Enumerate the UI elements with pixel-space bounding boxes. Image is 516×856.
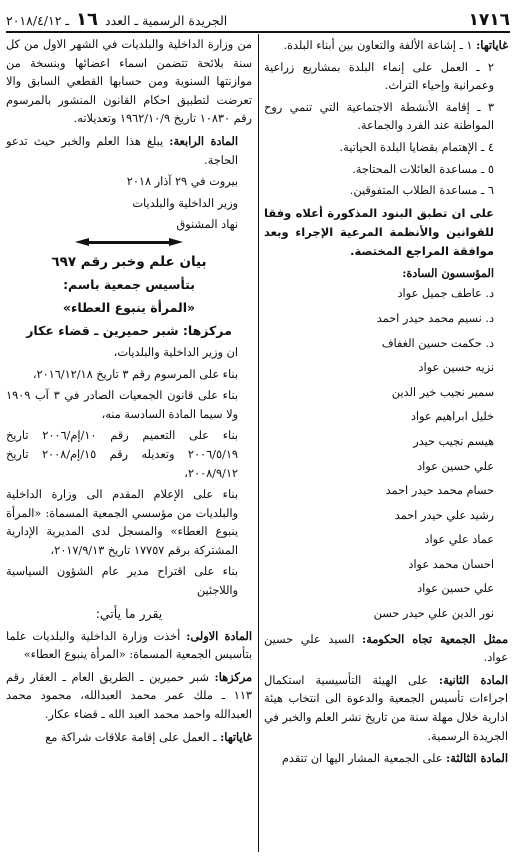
founder-name: سمير نجيب خير الدين	[391, 385, 494, 399]
issue-number: ١٦	[76, 9, 99, 30]
conditions-paragraph: على ان تطبق البنود المذكورة أعلاه وفقا للقوانين والأنظمة المرعية الإجراء وبعد موافقة المراجع المختصة.	[264, 205, 494, 258]
founder-name: د. نسيم محمد حيدر احمد	[376, 311, 494, 325]
founder-name: علي حسين عواد	[417, 582, 494, 596]
intro-line: ان وزير الداخلية والبلديات،	[113, 345, 238, 359]
article-2: المادة الثانية: على الهيئة التأسيسية استكمال اجراءات تأسيس الجمعية والدعوة الى انتخاب هيئة ادارية خلال مهلة سنة من تاريخ نشر العلم والخبر في الجريدة الرسمية.	[264, 672, 508, 743]
association-name: «المرأة ينبوع العطاء»	[62, 299, 196, 315]
basis-4: بناء على الإعلام المقدم الى وزارة الداخلية والبلديات من مؤسسي الجمعية المسماة: «المرأة ينبوع العطاء» والمسجل لدى المديرية الإدارية المشتركة برقم ١٧٧٥٧ تاريخ ٢٠١٧/٩/١٣،	[6, 488, 238, 557]
founder-name: نزيه حسين عواد	[418, 361, 494, 375]
decides-line: يقرر ما يأتي:	[95, 605, 163, 621]
basis-2: بناء على قانون الجمعيات الصادر في ٣ آب ١٩٠٩ ولا سيما المادة السادسة منه،	[6, 389, 238, 421]
minister-name: نهاد المشنوق	[176, 218, 238, 232]
basis-1: بناء على المرسوم رقم ٣ تاريخ ٢٠١٦/١٢/١٨،	[32, 367, 238, 381]
header-rule	[6, 31, 510, 33]
founder-name: د. حكمت حسين الغفاف	[381, 336, 494, 350]
goal-6: ٦ ـ مساعدة الطلاب المتفوقين.	[349, 184, 494, 198]
founders-list	[264, 285, 508, 623]
basis-5: بناء على اقتراح مدير عام الشؤون السياسية واللاجئين	[6, 565, 238, 598]
continued-paragraph: من وزارة الداخلية والبلديات في الشهر الاول من كل سنة بلائحة تتضمن اسماء اعضائها وبنسخة من موازنتها السنوية ومن حسابها القطعي السابق والا تعرضت لتطبيق احكام القانون المنشور بالمرسوم رقم ١٠٨٣٠ تاريخ ١٩٦٢/١٠/٩ وتعديلاته.	[6, 38, 252, 126]
left-column	[6, 36, 252, 750]
notice-subtitle: بتأسيس جمعية باسم:	[63, 276, 195, 292]
article-3: المادة الثالثة: على الجمعية المشار اليها ان تتقدم	[281, 751, 508, 766]
issue-date: ـ ٢٠١٨/٤/١٢	[6, 13, 70, 28]
right-column	[264, 36, 508, 772]
goals-start: غاياتها: ـ العمل على إقامة علاقات شراكة مع	[45, 729, 252, 744]
founder-name: عماد علي عواد	[424, 533, 494, 547]
article-1: المادة الاولى: أخذت وزارة الداخلية والبلديات علما بتأسيس الجمعية المسماة: «المرأة ينبوع العطاء»	[6, 628, 252, 662]
founder-name: نور الدين علي حيدر حسن	[373, 607, 494, 621]
notice-title: بيان علم وخبر رقم ٦٩٧	[51, 253, 207, 270]
founder-name: د. عاطف جميل عواد	[397, 287, 494, 301]
representative: ممثل الجمعية تجاه الحكومة: السيد علي حسين عواد.	[264, 631, 508, 665]
article-4: المادة الرابعة: يبلغ هذا العلم والخبر حيث تدعو الحاجة.	[6, 133, 238, 167]
founder-name: حسام محمد حيدر احمد	[385, 484, 494, 498]
headquarters: مركزها: شبر حميرين ـ قضاء عكار	[26, 322, 232, 338]
page-header	[6, 4, 510, 30]
place-date: بيروت في ٢٩ آذار ٢٠١٨	[126, 175, 238, 189]
gazette-name: الجريدة الرسمية ـ العدد	[105, 13, 228, 28]
founder-name: احسان محمد عواد	[408, 557, 494, 571]
section-separator	[89, 241, 169, 244]
issue-info	[6, 9, 227, 30]
headquarters-detail: مركزها: شبر حميرين ـ الطريق العام ـ العقار رقم ١١٣ ـ ملك عمر محمد العبدالله، محمود محمد العبدالله واحمد محمد العبد الله ـ قضاء عكار.	[6, 669, 252, 722]
founder-name: هيسم نجيب حيدر	[413, 434, 494, 448]
column-divider	[258, 34, 259, 852]
founder-name: رشيد علي حيدر احمد	[394, 508, 494, 522]
founders-label: المؤسسون السادة:	[402, 265, 494, 280]
founder-name: علي حسين عواد	[417, 459, 494, 473]
page-number: ١٧١٦	[468, 10, 510, 30]
goal-1: غاياتها: ١ ـ إشاعة الألفة والتعاون بين أبناء البلدة.	[283, 38, 508, 52]
basis-3: بناء على التعميم رقم ١٠/إم/٢٠٠٦ تاريخ ٢٠٠٦/٥/١٩ وتعديله رقم ١٥/إم/٢٠٠٨ تاريخ ٢٠٠٨/٩/١٢،	[6, 429, 239, 480]
minister-title: وزير الداخلية والبلديات	[132, 196, 238, 210]
founder-name: خليل ابراهيم عواد	[410, 410, 494, 424]
goal-2: ٢ ـ العمل على إنماء البلدة بمشاريع زراعية وعمرانية وإحياء التراث.	[264, 60, 494, 93]
goal-4: ٤ ـ الإهتمام بقضايا البلدة الحياتية.	[339, 140, 494, 154]
goal-3: ٣ ـ إقامة الأنشطة الاجتماعية التي تنمي روح المواطنة عند الفرد والجماعة.	[264, 100, 494, 133]
goal-5: ٥ ـ مساعدة العائلات المحتاجة.	[352, 162, 494, 176]
